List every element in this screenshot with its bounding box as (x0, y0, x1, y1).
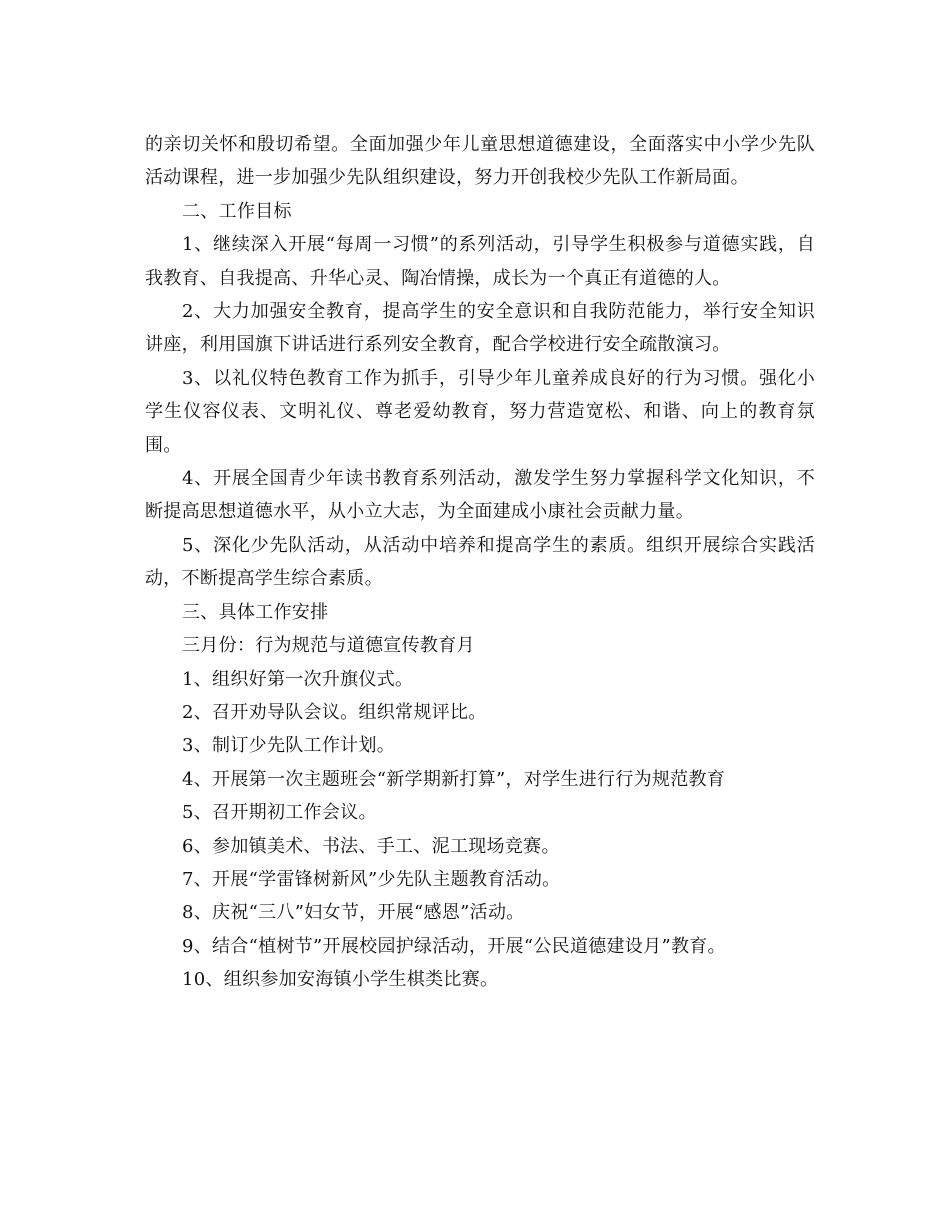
goal-item-5: 5、深化少先队活动，从活动中培养和提高学生的素质。组织开展综合实践活动，不断提高学生综合素质。 (145, 534, 815, 590)
march-item-6: 6、参加镇美术、书法、手工、泥工现场竞赛。 (182, 835, 560, 857)
march-item-8: 8、庆祝“三八”妇女节，开展“感恩”活动。 (182, 902, 525, 924)
section-heading-goals: 二、工作目标 (182, 200, 292, 222)
march-item-7: 7、开展“学雷锋树新风”少先队主题教育活动。 (182, 868, 561, 890)
month-heading-march: 三月份：行为规范与道德宣传教育月 (182, 635, 475, 657)
march-item-9: 9、结合“植树节”开展校园护绿活动，开展“公民道德建设月”教育。 (182, 935, 726, 957)
march-item-1: 1、组织好第一次升旗仪式。 (182, 668, 414, 690)
goal-item-3: 3、以礼仪特色教育工作为抓手，引导少年儿童养成良好的行为习惯。强化小学生仪容仪表、文明礼仪、尊老爱幼教育，努力营造宽松、和谐、向上的教育氛围。 (145, 367, 815, 456)
goal-item-4: 4、开展全国青少年读书教育系列活动，激发学生努力掌握科学文化知识，不断提高思想道德水平，从小立大志，为全面建成小康社会贡献力量。 (145, 468, 815, 523)
document-body (145, 128, 815, 997)
march-item-5: 5、召开期初工作会议。 (182, 802, 377, 824)
goal-item-2: 2、大力加强安全教育，提高学生的安全意识和自我防范能力，举行安全知识讲座，利用国旗下讲话进行系列安全教育，配合学校进行安全疏散演习。 (145, 301, 815, 356)
march-item-10: 10、组织参加安海镇小学生棋类比赛。 (182, 969, 499, 991)
march-item-3: 3、制订少先队工作计划。 (182, 735, 396, 757)
paragraph-intro: 的亲切关怀和殷切希望。全面加强少年儿童思想道德建设，全面落实中小学少先队活动课程，进一步加强少先队组织建设，努力开创我校少先队工作新局面。 (145, 134, 815, 189)
section-heading-arrangements: 三、具体工作安排 (182, 601, 329, 623)
march-item-2: 2、召开劝导队会议。组织常规评比。 (182, 701, 487, 723)
march-item-4: 4、开展第一次主题班会“新学期新打算”，对学生进行行为规范教育 (182, 768, 726, 790)
goal-item-1: 1、继续深入开展“每周一习惯”的系列活动，引导学生积极参与道德实践，自我教育、自我提高、升华心灵、陶冶情操，成长为一个真正有道德的人。 (145, 234, 815, 289)
